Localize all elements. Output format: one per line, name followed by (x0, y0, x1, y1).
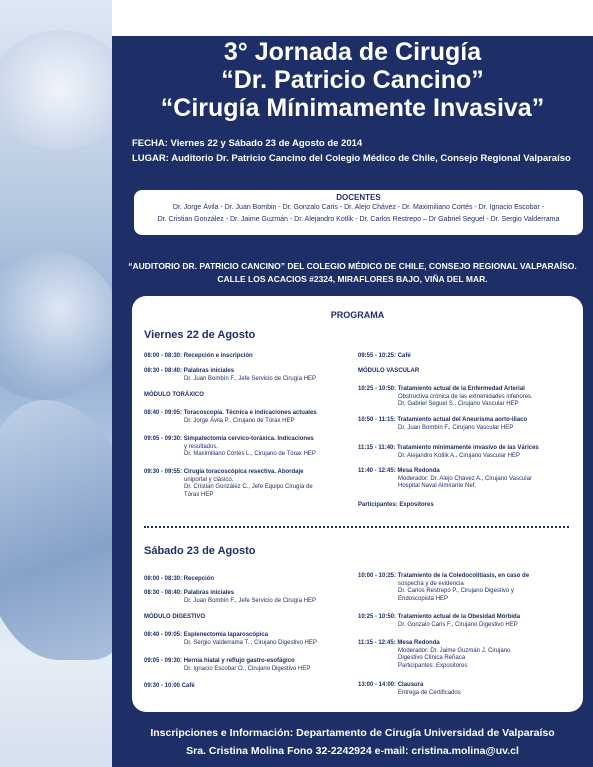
schedule-item (144, 436, 316, 459)
docentes-heading: DOCENTES (336, 193, 381, 202)
schedule-item (358, 386, 533, 409)
schedule-item (144, 368, 316, 383)
schedule-line: Dr. Juan Bombín F., Jefe Servicio de Cirugía HEP (184, 597, 317, 604)
day-separator (144, 526, 569, 528)
schedule-item (144, 658, 310, 673)
schedule-line: y resultados. (184, 443, 219, 450)
title-line-1: 3° Jornada de Cirugía (223, 38, 482, 66)
schedule-line: 09:55 - 10:25: Café (358, 353, 411, 359)
schedule-item (358, 468, 532, 491)
schedule-line: Moderador: Dr. Alejo Chávez A., Cirujano Vascular (398, 475, 532, 482)
venue-address (112, 260, 593, 286)
docentes-line-1: Dr. Jorge Ávila - Dr. Juan Bombin - Dr. Gonzalo Caris - Dr. Alejo Chávez - Dr. Maximiliano Cortés - Dr. Ignacio Escobar - (172, 204, 545, 211)
schedule-item (144, 576, 214, 584)
schedule-line: 11:40 - 12:45: Mesa Redonda (358, 468, 440, 474)
schedule-line: Participantes: Expositores (358, 502, 434, 508)
schedule-line: Dr. Sergio Valderrama T. , Cirujano Digestivo HEP (184, 639, 317, 646)
schedule-item (358, 573, 529, 603)
programa-box (132, 296, 583, 712)
schedule-line: 09:30 - 10:00 Café (144, 683, 195, 689)
venue-line-2: CALLE LOS ACACIOS #2324, MIRAFLORES BAJO, VIÑA DEL MAR. (217, 274, 488, 284)
docentes-line-2: Dr. Cristian González - Dr. Jaime Guzmán - Dr. Alejandro Kotlik - Dr. Carlos Restrepo – Dr Gabriel Seguel - Dr. Sergio Valderrama (157, 216, 560, 223)
schedule-line: Dr. Carlos Restrepo P., Cirujano Digestivo y (398, 588, 514, 594)
schedule-line: Dr. Gabriel Seguel S., Cirujano Vascular HEP (398, 401, 519, 407)
event-title (112, 38, 593, 122)
schedule-line: 09:05 - 09:30: Simpatectomía cervico-toráxica. Indicaciones (144, 436, 314, 442)
schedule-line: Dr. Cristian González C., Jefe Equipo Cirugía de (184, 484, 313, 490)
schedule-line: 08:30 - 08:40: Palabras iniciales (144, 368, 235, 374)
footer (112, 724, 593, 760)
schedule-line: 10:25 - 10:50: Tratamiento actual de la Enfermedad Arterial (358, 386, 525, 392)
schedule-item (144, 683, 195, 691)
schedule-item (358, 353, 411, 361)
schedule-item (358, 502, 434, 510)
schedule-line: 11:15 - 11:40: Tratamiento mínimamente invasivo de las Várices (358, 445, 539, 451)
schedule-line: Participantes: Expositores (398, 662, 468, 669)
programa-heading: PROGRAMA (330, 310, 385, 320)
schedule-line: Digestivo Clínica Reñaca (398, 655, 466, 661)
schedule-line: Dr. Juan Bombín F., Cirujano Vascular HEP (398, 424, 514, 431)
schedule-line: Dr. Ignacio Escobar O., Cirujano Digestivo HEP (184, 665, 311, 672)
schedule-item (144, 632, 317, 647)
footer-line-2: Sra. Cristina Molina Fono 32-2242924 e-mail: cristina.molina@uv.cl (186, 745, 519, 757)
light-shape (0, 30, 112, 150)
schedule-line: 10:25 - 10:50: Tratamiento actual de la Obesidad Mórbida (358, 614, 521, 620)
schedule-line: 08:40 - 09:05: Toracoscopía. Técnica e indicaciones actuales (144, 410, 317, 416)
schedule-line: 08:00 - 08:30: Recepción e inscripción (144, 353, 253, 359)
schedule-item (144, 614, 205, 622)
surgeon-photo (0, 0, 112, 767)
schedule-line: Tórax HEP (184, 491, 214, 498)
top-strip (112, 0, 593, 36)
schedule-line: 13:00 - 14:00: Clausura (358, 682, 424, 688)
schedule-line: Obstructiva crónica de las extremidades inferiores. (398, 393, 533, 400)
schedule-item (358, 682, 461, 697)
schedule-item (358, 417, 527, 432)
schedule-item (358, 640, 510, 670)
schedule-item (144, 410, 317, 425)
schedule-item (144, 469, 313, 499)
schedule-line: MÓDULO VASCULAR (358, 368, 420, 374)
venue-line-1: “AUDITORIO DR. PATRICIO CANCINO” DEL COLEGIO MÉDICO DE CHILE, CONSEJO REGIONAL VALPARAÍSO. (128, 261, 577, 271)
docentes-box (132, 188, 585, 237)
schedule-line: Moderador: Dr. Jaime Guzmán J. Cirujano (398, 647, 511, 654)
lugar-text: LUGAR: Auditorio Dr. Patricio Cancino del Colegio Médico de Chile, Consejo Regional Valparaíso (132, 153, 571, 164)
event-info (132, 136, 587, 166)
schedule-line: 11:15 - 12:45: Mesa Redonda (358, 640, 440, 646)
schedule-line: Hospital Naval Almirante Nef. (398, 483, 477, 489)
footer-line-1: Inscripciones e Información: Departamento de Cirugía Universidad de Valparaíso (150, 727, 555, 739)
surgeon-body-shape (0, 400, 112, 660)
schedule-line: Entrega de Certificados (398, 689, 461, 696)
fecha-text: FECHA: Viernes 22 y Sábado 23 de Agosto de 2014 (132, 138, 363, 149)
schedule-item (144, 392, 204, 400)
schedule-line: Dr. Maximiliano Cortés L., Cirujano de Tórax HEP (184, 451, 316, 457)
surgeon-head-shape (0, 250, 112, 400)
schedule-item (144, 590, 316, 605)
schedule-item (358, 368, 419, 376)
schedule-item (358, 614, 520, 629)
title-line-3: “Cirugía Mínimamente Invasiva” (160, 94, 545, 122)
schedule-line: uniportal y clásico. (184, 476, 234, 483)
schedule-line: 08:00 - 08:30: Recepción (144, 576, 215, 582)
schedule-line: sospecha y de evidencia (398, 580, 464, 587)
schedule-line: 09:30 - 09:55: Cirugía toracoscópica resectiva. Abordaje (144, 469, 304, 475)
schedule-item (144, 353, 253, 361)
schedule-line: Dr. Juan Bombín F., Jefe Servicio de Cirugía HEP (184, 375, 317, 382)
day1-title: Viernes 22 de Agosto (144, 329, 256, 341)
schedule-line: 08:30 - 08:40: Palabras iniciales (144, 590, 235, 596)
schedule-line: MÓDULO TORÁXICO (144, 392, 204, 398)
schedule-line: MÓDULO DIGESTIVO (144, 614, 206, 620)
schedule-line: 08:40 - 09:05: Esplenectomía laparoscópica (144, 632, 269, 638)
schedule-item (358, 445, 539, 460)
schedule-line: Dr. Alejandro Kotlik A., Cirujano Vascular HEP (398, 452, 520, 459)
main-panel (112, 0, 593, 767)
schedule-line: Endoscopista HEP (398, 595, 449, 602)
schedule-line: Dr. Gonzalo Caris F., Cirujano Digestivo HEP (398, 621, 518, 628)
schedule-line: 09:05 - 09:30: Hernia hiatal y reflujo gastro-esofágico (144, 658, 295, 664)
schedule-line: 10:00 - 10:25: Tratamiento de la Coledocolitiasis, en caso de (358, 573, 530, 579)
title-line-2: “Dr. Patricio Cancino” (221, 66, 484, 94)
schedule-line: Dr. Jorge Ávila P., Cirujano de Tórax HEP (184, 417, 295, 424)
day2-title: Sábado 23 de Agosto (144, 545, 256, 557)
schedule-line: 10:50 - 11:15: Tratamiento actual del Aneurisma aorto-iliaco (358, 417, 528, 423)
